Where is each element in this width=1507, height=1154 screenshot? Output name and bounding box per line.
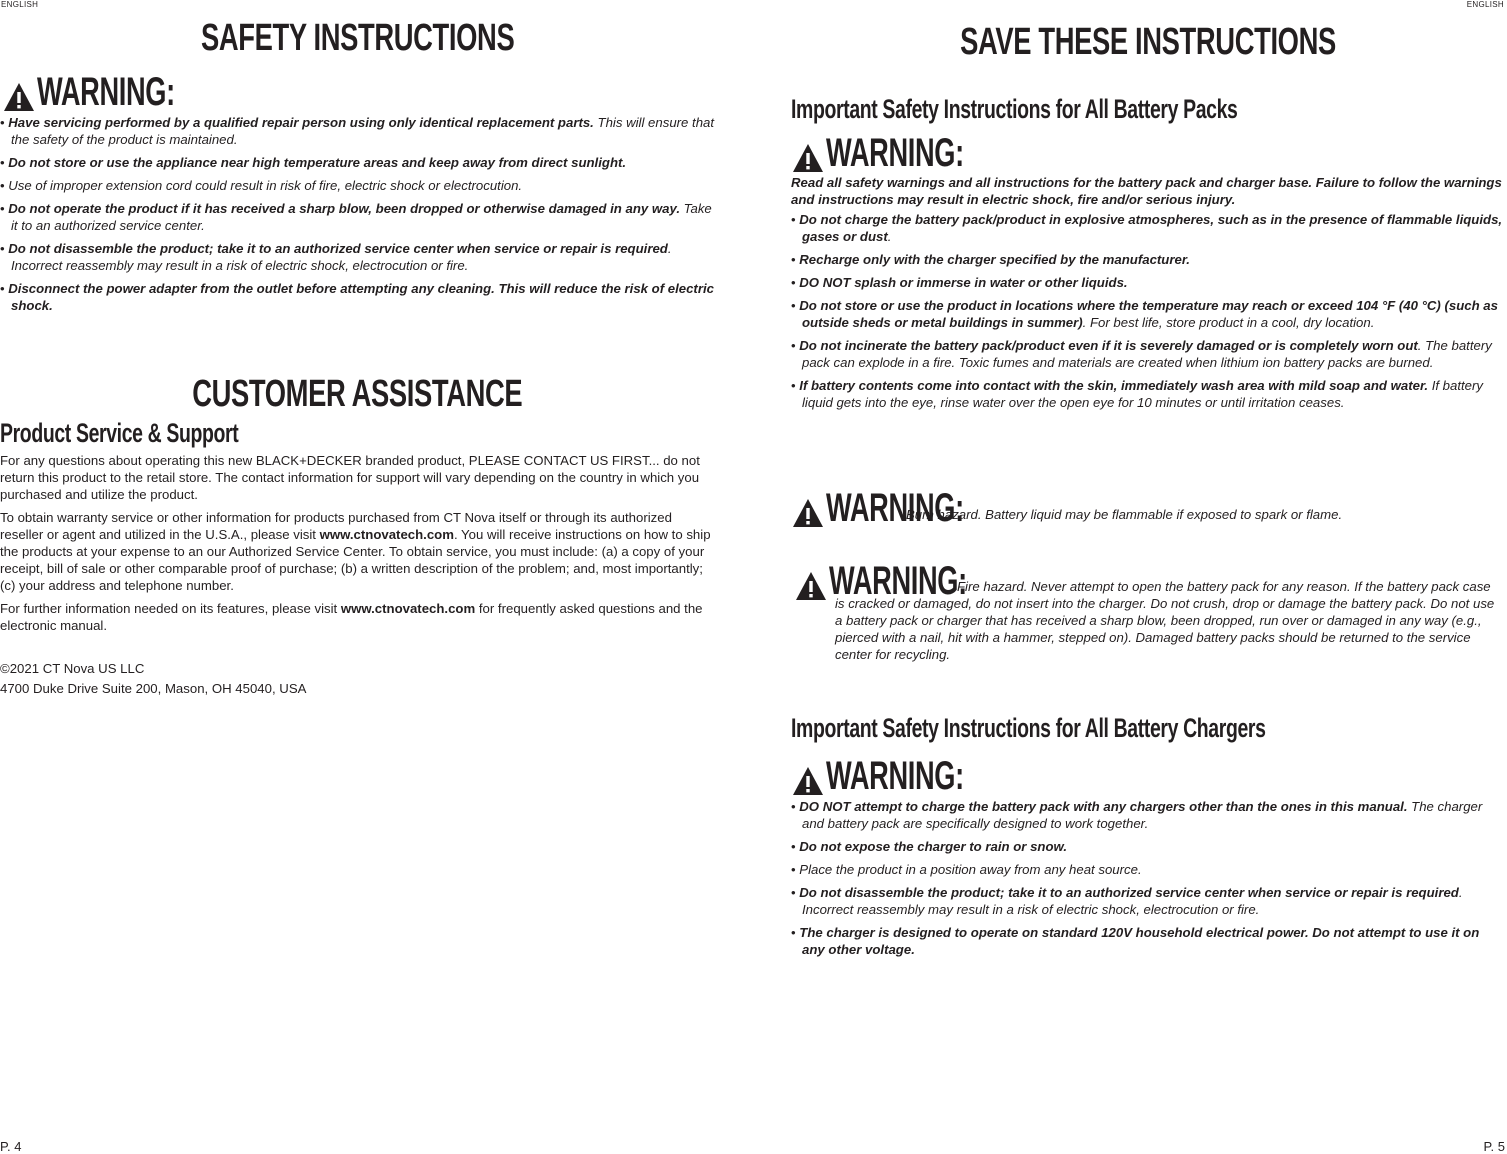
bullet-bold-text: If battery contents come into contact with the skin, immediately wash area with mild soap and water. [799, 378, 1429, 393]
list-item [0, 114, 718, 148]
chargers-bullets [791, 798, 1503, 964]
list-item [791, 297, 1503, 331]
bullet-bold-text: Do not charge the battery pack/product in explosive atmospheres, such as in the presence of flammable liquids, gases or dust [799, 212, 1503, 244]
list-item [0, 280, 718, 314]
address: 4700 Duke Drive Suite 200, Mason, OH 45040, USA [0, 681, 307, 696]
warning-triangle-icon [792, 143, 824, 173]
warning-triangle-icon [3, 82, 35, 112]
bullet-text: . For best life, store product in a cool, dry location. [1082, 315, 1375, 330]
list-item [791, 798, 1503, 832]
bullet-text: . The battery pack can explode in a fire. Toxic fumes and materials are created when lithium ion battery packs are burned. [802, 338, 1492, 370]
packs-bullets [791, 211, 1503, 417]
list-item [0, 177, 718, 194]
warning-heading: WARNING: [792, 133, 1029, 173]
bullet-bold-text: Do not store or use the product in locations where the temperature may reach or exceed 104 °F (40 °C) (such as outside sheds or metal buildings in summer) [799, 298, 1498, 330]
list-item [0, 154, 718, 171]
list-item [0, 240, 718, 274]
customer-assistance-title: CUSTOMER ASSISTANCE [192, 373, 523, 415]
page-number: P. 5 [1483, 1139, 1505, 1154]
bullet-bold-text: Do not operate the product if it has received a sharp blow, been dropped or otherwise damaged in any way. [8, 201, 680, 216]
bullet-bold-text: DO NOT attempt to charge the battery pack with any chargers other than the ones in this manual. [799, 799, 1408, 814]
bullet-bold-text: Have servicing performed by a qualified repair person using only identical replacement parts. [8, 115, 594, 130]
bullet-bold-text: DO NOT splash or immerse in water or other liquids. [799, 275, 1128, 290]
warning-triangle-icon [792, 766, 824, 796]
list-item [791, 211, 1503, 245]
safety-bullets [0, 114, 718, 320]
fire-warning: WARNING: Fire hazard. Never attempt to open the battery pack for any reason. If the battery pack case is cracked or damaged, do not insert into the charger. Do not crush, drop or damage the battery pack. Do not use a battery pack or charger that has received a sharp blow, been dropped, run over or damaged in any way (e.g., pierced with a nail, hit with a hammer, stepped on). Damaged battery packs should be returned to the service center for recycling. [795, 561, 1507, 663]
bullet-bold-text: Disconnect the power adapter from the outlet before attempting any cleaning. This will reduce the risk of electric shock. [8, 281, 714, 313]
bullet-text: . [887, 229, 892, 244]
website-link[interactable]: www.ctnovatech.com [319, 527, 454, 542]
warning-triangle-icon [792, 498, 824, 528]
battery-packs-heading: Important Safety Instructions for All Battery Packs [791, 94, 1238, 124]
list-item [791, 274, 1503, 291]
bullet-bold-text: The charger is designed to operate on standard 120V household electrical power. Do not attempt to use it on any other voltage. [799, 925, 1480, 957]
bullet-text: The charger and battery pack are specifically designed to work together. [802, 799, 1483, 831]
page-number: P. 4 [0, 1139, 22, 1154]
packs-intro: Read all safety warnings and all instructions for the battery pack and charger base. Failure to follow the warnings and instructions may result in electric shock, fire and/or serious injury. [791, 175, 1502, 207]
bullet-bold-text: Recharge only with the charger specified by the manufacturer. [799, 252, 1190, 267]
list-item [791, 337, 1503, 371]
language-label: ENGLISH [1466, 0, 1504, 9]
list-item [791, 924, 1503, 958]
fire-warning-text: Fire hazard. Never attempt to open the battery pack for any reason. If the battery pack case is cracked or damaged, do not insert into the charger. Do not crush, drop or damage the battery pack. Do not use a battery pack or charger that has received a sharp blow, been dropped, run over or damaged in any way (e.g., pierced with a nail, hit with a hammer, stepped on). Damaged battery packs should be returned to the service center for recycling. [835, 579, 1495, 662]
list-item [791, 838, 1503, 855]
language-label: ENGLISH [1, 0, 39, 9]
page-title: SAVE THESE INSTRUCTIONS [959, 21, 1336, 63]
website-link[interactable]: www.ctnovatech.com [340, 601, 476, 616]
burn-warning-text: Burn hazard. Battery liquid may be flammable if exposed to spark or flame. [906, 507, 1343, 522]
bullet-text: Take it to an authorized service center. [11, 201, 712, 233]
list-item [791, 251, 1503, 268]
warning-heading: WARNING: [792, 756, 1029, 796]
bullet-text: Place the product in a position away from any heat source. [799, 862, 1142, 877]
warning-triangle-icon [795, 571, 827, 601]
copyright: ©2021 CT Nova US LLC [0, 661, 145, 676]
bullet-bold-text: Do not disassemble the product; take it to an authorized service center when service or repair is required [799, 885, 1459, 900]
list-item [791, 884, 1503, 918]
bullet-text: Use of improper extension cord could result in risk of fire, electric shock or electrocution. [8, 178, 523, 193]
page-title: SAFETY INSTRUCTIONS [200, 17, 515, 59]
bullet-text: . Incorrect reassembly may result in a risk of electric shock, electrocution or fire. [11, 241, 672, 273]
bullet-bold-text: Do not disassemble the product; take it to an authorized service center when service or repair is required [8, 241, 668, 256]
list-item [791, 377, 1503, 411]
bullet-bold-text: Do not store or use the appliance near high temperature areas and keep away from direct sunlight. [8, 155, 627, 170]
bullet-text: If battery liquid gets into the eye, rinse water over the open eye for 10 minutes or until irritation ceases. [802, 378, 1484, 410]
bullet-text: . Incorrect reassembly may result in a risk of electric shock, electrocution or fire. [802, 885, 1463, 917]
warranty-paragraph: To obtain warranty service or other information for products purchased from CT Nova itself or through its authorized reseller or agent and utilized in the U.S.A., please visit www.ctnovatech.com. You will receive instructions on how to ship the products at your expense to an our Authorized Service Center. To obtain service, you must include: (a) a copy of your receipt, bill of sale or other comparable proof of purchase; (b) a written description of the problem; and, most importantly; (c) your address and telephone number. [0, 510, 711, 593]
burn-warning: WARNING: Burn hazard. Battery liquid may be flammable if exposed to spark or flame. [792, 488, 1507, 528]
list-item [791, 861, 1503, 878]
support-heading: Product Service & Support [0, 418, 239, 448]
battery-chargers-heading: Important Safety Instructions for All Battery Chargers [791, 713, 1266, 743]
bullet-text: This will ensure that the safety of the product is maintained. [11, 115, 715, 147]
info-paragraph: For further information needed on its features, please visit www.ctnovatech.com for frequently asked questions and the electronic manual. [0, 601, 703, 633]
warning-heading: WARNING: [3, 72, 240, 112]
bullet-bold-text: Do not incinerate the battery pack/product even if it is severely damaged or is completely worn out [799, 338, 1418, 353]
bullet-bold-text: Do not expose the charger to rain or snow. [799, 839, 1067, 854]
support-text [0, 452, 712, 640]
support-paragraph: For any questions about operating this new BLACK+DECKER branded product, PLEASE CONTACT US FIRST... do not return this product to the retail store. The contact information for support will vary depending on the country in which you purchased and utilize the product. [0, 453, 700, 502]
list-item [0, 200, 718, 234]
